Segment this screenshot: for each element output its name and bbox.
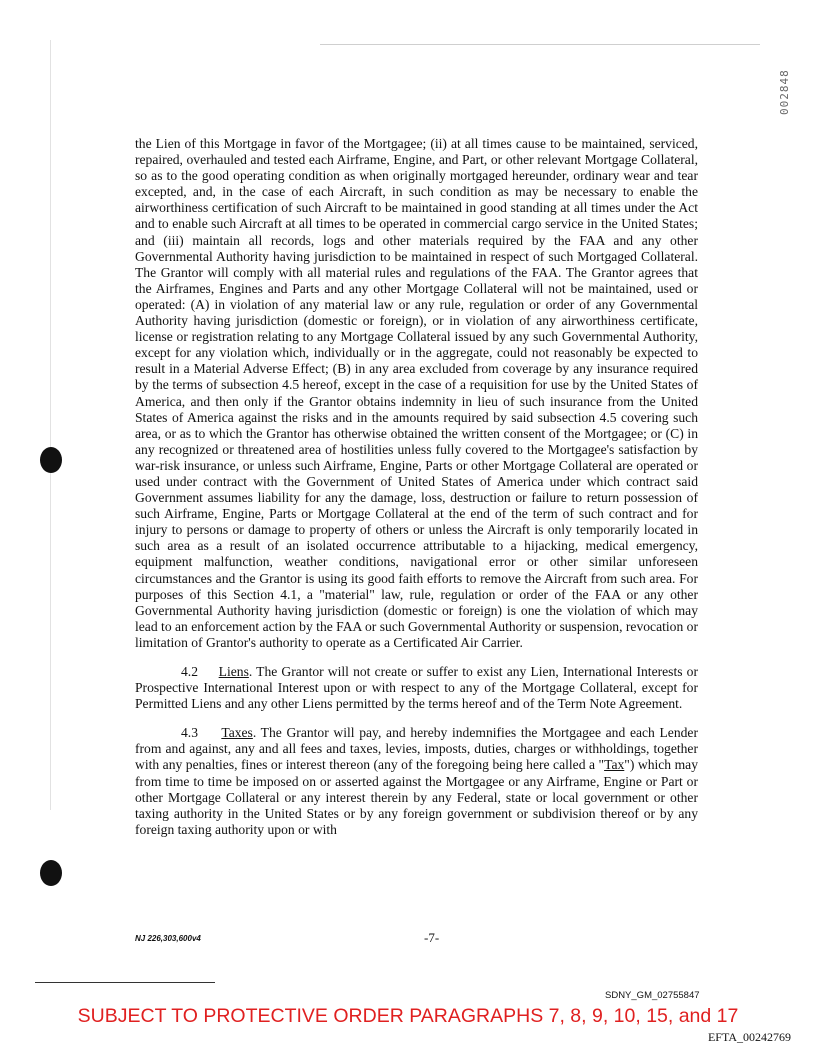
document-id: NJ 226,303,600v4 — [135, 934, 201, 943]
footer-rule — [35, 982, 215, 983]
paragraph-4-1-continued: the Lien of this Mortgage in favor of the Mortgagee; (ii) at all times cause to be maintained, serviced, repaired, overhauled and tested each Airframe, Engine, and Part, or other relevant Mortgage Collateral, so as to the good operating condition as when originally mortgaged hereunder, ordinary wear and tear excepted, and, in the case of each Aircraft, in such condition as may be necessary to enable the airworthiness certification of such Aircraft to be maintained in good standing at all times under the Act and to enable such Aircraft at all times to be operated in commercial cargo service in the United States; and (iii) maintain all records, logs and other materials required by the FAA and any other Governmental Authority having jurisdiction to be maintained in respect of such Mortgaged Collateral. The Grantor will comply with all material rules and regulations of the FAA. The Grantor agrees that the Airframes, Engines and Parts and any other Mortgage Collateral will not be maintained, used or operated: (A) in violation of any material law or any rule, regulation or order of any Governmental Authority having jurisdiction (domestic or foreign), or in violation of any airworthiness certificate, license or registration relating to any Mortgage Collateral issued by any such Governmental Authority, except for any violation which, individually or in the aggregate, could not reasonably be expected to result in a Material Adverse Effect; (B) in any area excluded from coverage by any insurance required by the terms of subsection 4.5 hereof, except in the case of a requisition for use by the United States of America, and then only if the Grantor obtains indemnity in lieu of such insurance from the United States of America against the risks and in the amounts required by said subsection 4.5 covering such area, or as to which the Grantor has otherwise obtained the written consent of the Mortgagee; or (C) in any recognized or threatened area of hostilities unless fully covered to the Mortgagee's satisfaction by war-risk insurance, or unless such Airframe, Engine, Parts or other Mortgage Collateral are operated or used under contract with the Government of United States of America under which contract said Government assumes liability for any the damage, loss, destruction or failure to return possession of such Airframe, Engine, Parts or Mortgage Collateral at the end of the term of such contract and for injury to persons or damage to property of others or unless the Aircraft is only temporarily located in such area as a result of an isolated occurrence attributable to a hijacking, medical emergency, equipment malfunction, weather conditions, navigational error or other similar unforeseen circumstances and the Grantor is using its good faith efforts to remove the Aircraft from such area. For purposes of this Section 4.1, a "material" law, rule, regulation or order of the FAA or any other Governmental Authority having jurisdiction (domestic or foreign) is one the violation of which may lead to an enforcement action by the FAA or such Governmental Authority or suspension, revocation or limitation of Grantor's authority to operate as a Certificated Air Carrier. — [135, 136, 698, 650]
punch-hole-mark — [40, 860, 62, 886]
scan-artifact-top-rule — [320, 44, 760, 45]
bates-stamp: 002848 — [778, 69, 791, 115]
efta-id: EFTA_00242769 — [707, 1030, 791, 1044]
section-4-2 — [135, 664, 698, 712]
defined-term: Tax — [604, 757, 625, 773]
punch-hole-mark — [40, 447, 62, 473]
sdny-production-id: SDNY_GM_02755847 — [605, 990, 700, 1001]
section-text: . The Grantor will pay, and hereby indemnifies the Mortgagee and each Lender from and against, any and all fees and taxes, levies, imposts, duties, charges or withholdings, together with any penalties, fines or interest thereon (any of the foregoing being here called a " — [135, 725, 698, 773]
section-number: 4.2 — [181, 664, 198, 679]
section-4-3 — [135, 725, 698, 838]
section-heading: Liens — [218, 664, 249, 679]
document-body — [135, 136, 698, 851]
section-heading: Taxes — [221, 725, 253, 741]
section-text: ") which may from time to time be imposed on or asserted against the Mortgagee or any Airframe, Engine or Part or other Mortgage Collateral or any interest therein by any Federal, state or local government or other taxing authority in the United States or by any foreign government or subdivision thereof or by any foreign taxing authority upon or with — [135, 757, 698, 837]
protective-order-notice: SUBJECT TO PROTECTIVE ORDER PARAGRAPHS 7, 8, 9, 10, 15, and 17 — [77, 1005, 739, 1027]
scan-artifact-left-rule — [50, 40, 51, 810]
section-number: 4.3 — [181, 725, 198, 741]
page-number: -7- — [424, 930, 440, 945]
section-text: . The Grantor will not create or suffer to exist any Lien, International Interests or Prospective International Interest upon or with respect to any of the Mortgage Collateral, except for Permitted Liens and any other Liens permitted by the terms hereof and of the Term Note Agreement. — [135, 664, 698, 712]
